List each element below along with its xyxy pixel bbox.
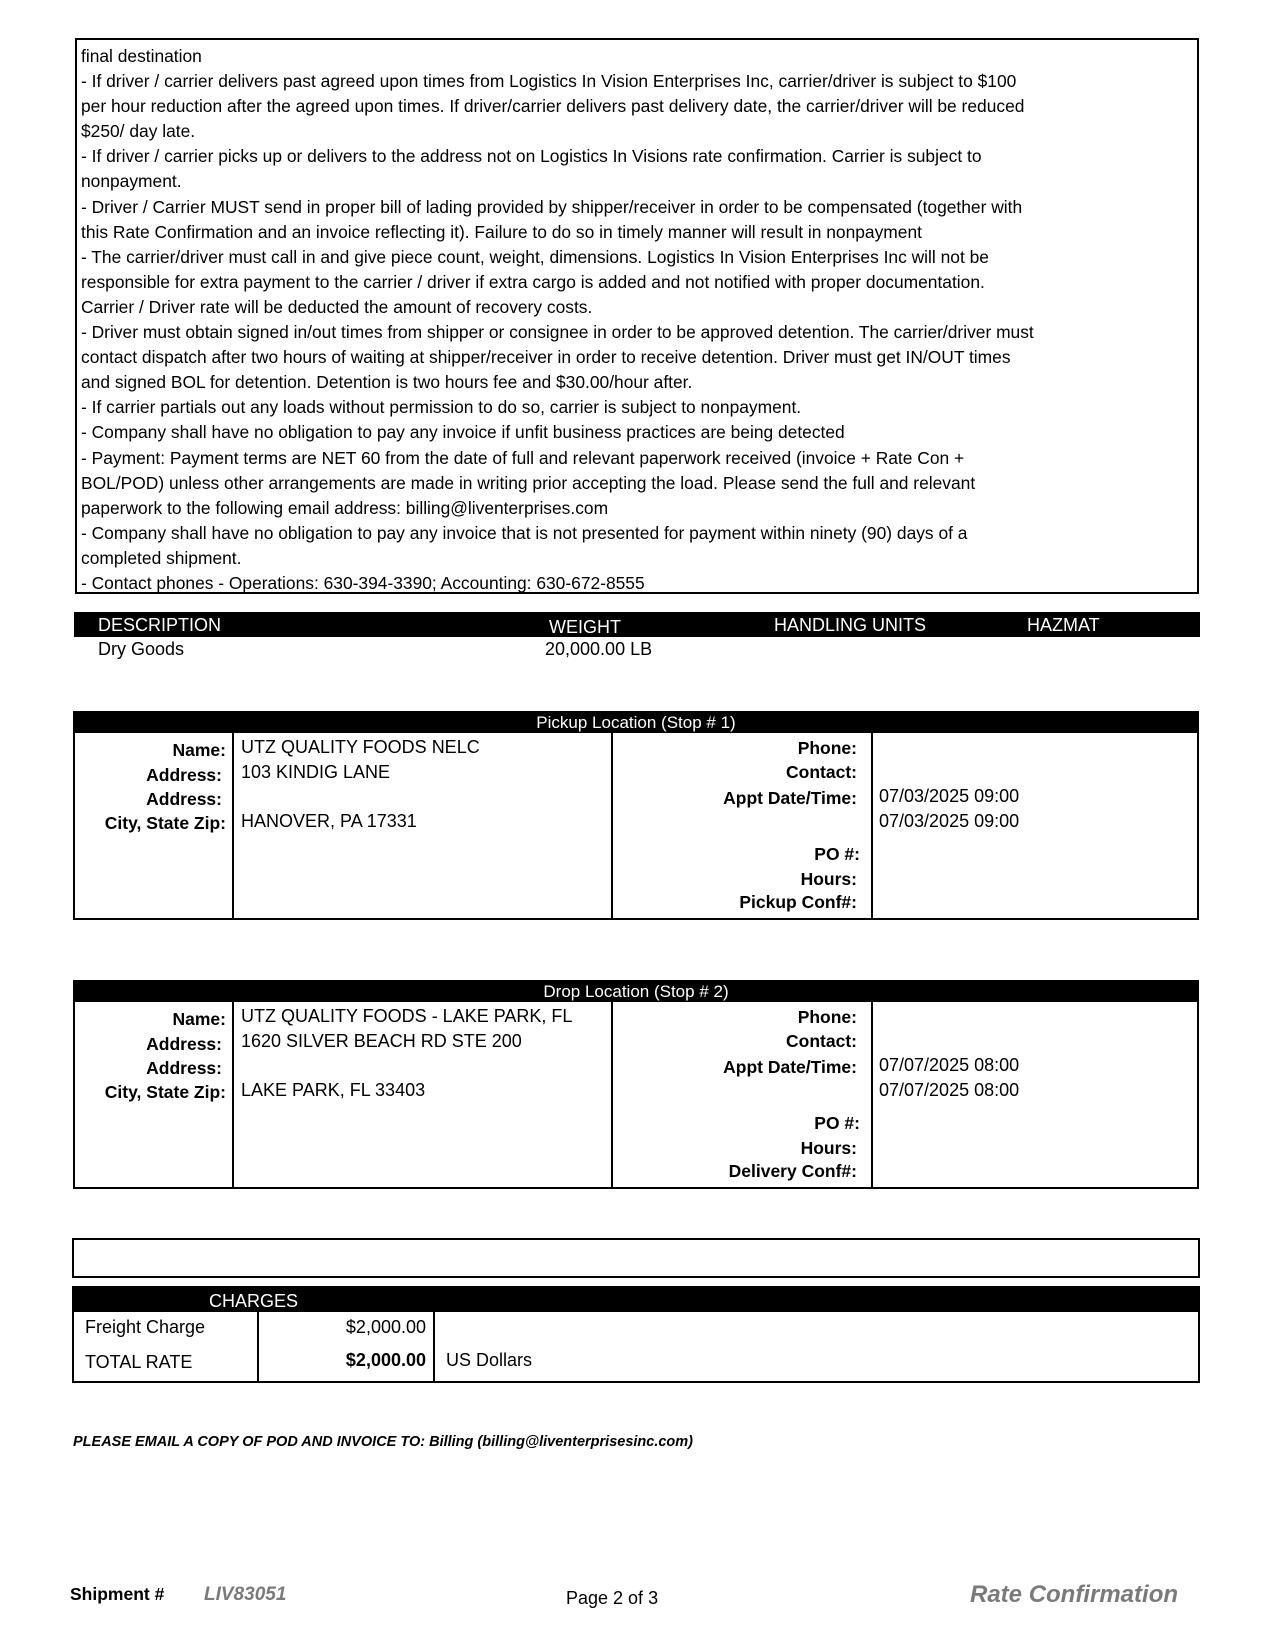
pickup-address: 103 KINDIG LANE: [241, 762, 391, 782]
terms-box: [75, 38, 1199, 594]
page-number: Page 2 of 3: [566, 1588, 659, 1608]
email-instruction: PLEASE EMAIL A COPY OF POD AND INVOICE TO: Billing (billing@liventerprisesinc.com): [73, 1434, 694, 1450]
hazmat-header: HAZMAT: [1027, 615, 1100, 635]
name-label: Name:: [172, 740, 226, 760]
terms-line: paperwork to the following email address: billing@liventerprises.com: [81, 497, 609, 518]
terms-line: and signed BOL for detention. Detention is two hours fee and $30.00/hour after.: [81, 372, 693, 393]
drop-name: UTZ QUALITY FOODS - LAKE PARK, FL: [241, 1006, 573, 1026]
shipment-label: Shipment #: [70, 1584, 165, 1604]
po-label: PO #:: [814, 1113, 860, 1133]
divider: [871, 733, 873, 918]
notes-box: [72, 1238, 1200, 1278]
divider: [611, 733, 613, 918]
terms-line: responsible for extra payment to the carrier / driver if extra cargo is added and not notified with proper documentation.: [81, 271, 985, 292]
appt-date-time-label: Appt Date/Time:: [723, 788, 857, 808]
charges-title: CHARGES: [209, 1291, 299, 1311]
total-rate-amount: $2,000.00: [345, 1350, 426, 1370]
handling-units-header: HANDLING UNITS: [774, 615, 927, 635]
city-state-zip-label: City, State Zip:: [104, 1082, 226, 1102]
divider: [611, 1002, 613, 1187]
terms-line: this Rate Confirmation and an invoice reflecting it). Failure to do so in timely manner will result in nonpayment: [81, 221, 922, 242]
pickup-location-title: Pickup Location (Stop # 1): [75, 713, 1197, 733]
terms-line: per hour reduction after the agreed upon times. If driver/carrier delivers past delivery date, the carrier/driver will be reduced: [81, 96, 1025, 117]
freight-charge-label: Freight Charge: [85, 1317, 206, 1337]
divider: [232, 1002, 234, 1187]
cargo-weight: 20,000.00 LB: [545, 639, 653, 659]
cargo-header: [74, 612, 1200, 637]
pickup-location-box: [73, 711, 1199, 920]
pickup-city-state-zip: HANOVER, PA 17331: [241, 811, 417, 831]
terms-line: - If driver / carrier picks up or delivers to the address not on Logistics In Visions rate confirmation. Carrier is subject to: [81, 146, 982, 167]
cargo-description: Dry Goods: [98, 639, 185, 659]
charges-header: [74, 1288, 1198, 1312]
document-title: Rate Confirmation: [970, 1581, 1179, 1608]
terms-line: BOL/POD) unless other arrangements are made in writing prior accepting the load. Please send the full and relevant: [81, 472, 976, 493]
address-label: Address:: [146, 765, 222, 785]
pickup-conf-label: Pickup Conf#:: [739, 892, 857, 912]
divider: [257, 1312, 259, 1381]
total-rate-label: TOTAL RATE: [85, 1352, 193, 1372]
drop-location-title: Drop Location (Stop # 2): [75, 982, 1197, 1002]
name-label: Name:: [172, 1009, 226, 1029]
divider: [871, 1002, 873, 1187]
pickup-name: UTZ QUALITY FOODS NELC: [241, 737, 480, 757]
terms-line: - If carrier partials out any loads without permission to do so, carrier is subject to nonpayment.: [81, 397, 802, 418]
shipment-number: LIV83051: [204, 1584, 287, 1605]
terms-line: completed shipment.: [81, 547, 242, 568]
phone-label: Phone:: [797, 738, 857, 758]
currency-label: US Dollars: [446, 1350, 533, 1370]
terms-line: $250/ day late.: [81, 121, 196, 142]
hours-label: Hours:: [800, 1138, 857, 1158]
terms-line: - Contact phones - Operations: 630-394-3390; Accounting: 630-672-8555: [81, 572, 645, 593]
terms-line: - Company shall have no obligation to pay any invoice that is not presented for payment within ninety (90) days of a: [81, 522, 968, 543]
terms-line: - Company shall have no obligation to pay any invoice if unfit business practices are being detected: [81, 422, 845, 443]
charges-table: [72, 1286, 1200, 1383]
freight-charge-amount: $2,000.00: [345, 1317, 426, 1337]
divider: [232, 733, 234, 918]
drop-city-state-zip: LAKE PARK, FL 33403: [241, 1080, 426, 1100]
terms-line: - Driver must obtain signed in/out times from shipper or consignee in order to be approved detention. The carrier/driver must: [81, 322, 1034, 343]
description-header: DESCRIPTION: [98, 615, 222, 635]
drop-appt-end: 07/07/2025 08:00: [879, 1080, 1020, 1100]
contact-label: Contact:: [786, 762, 857, 782]
appt-date-time-label: Appt Date/Time:: [723, 1057, 857, 1077]
po-label: PO #:: [814, 844, 860, 864]
terms-line: - If driver / carrier delivers past agreed upon times from Logistics In Vision Enterprises Inc, carrier/driver is subject to $100: [81, 71, 1017, 92]
phone-label: Phone:: [797, 1007, 857, 1027]
pickup-appt-end: 07/03/2025 09:00: [879, 811, 1020, 831]
terms-line: - The carrier/driver must call in and give piece count, weight, dimensions. Logistics In Vision Enterprises Inc will not be: [81, 246, 989, 267]
terms-line: - Driver / Carrier MUST send in proper bill of lading provided by shipper/receiver in order to be compensated (together with: [81, 196, 1023, 217]
hours-label: Hours:: [800, 869, 857, 889]
weight-header: WEIGHT: [549, 617, 621, 637]
address-label: Address:: [146, 1058, 222, 1078]
contact-label: Contact:: [786, 1031, 857, 1051]
divider: [433, 1312, 435, 1381]
drop-location-box: [73, 980, 1199, 1189]
pickup-appt-start: 07/03/2025 09:00: [879, 786, 1020, 806]
city-state-zip-label: City, State Zip:: [104, 813, 226, 833]
terms-line: Carrier / Driver rate will be deducted the amount of recovery costs.: [81, 296, 593, 317]
drop-address: 1620 SILVER BEACH RD STE 200: [241, 1031, 522, 1051]
terms-line: final destination: [81, 46, 202, 66]
terms-line: - Payment: Payment terms are NET 60 from the date of full and relevant paperwork received (invoice + Rate Con +: [81, 447, 965, 468]
address-label: Address:: [146, 1034, 222, 1054]
terms-line: contact dispatch after two hours of waiting at shipper/receiver in order to receive detention. Driver must get IN/OUT times: [81, 347, 1011, 368]
drop-appt-start: 07/07/2025 08:00: [879, 1055, 1020, 1075]
address-label: Address:: [146, 789, 222, 809]
terms-line: nonpayment.: [81, 171, 182, 192]
delivery-conf-label: Delivery Conf#:: [728, 1161, 857, 1181]
